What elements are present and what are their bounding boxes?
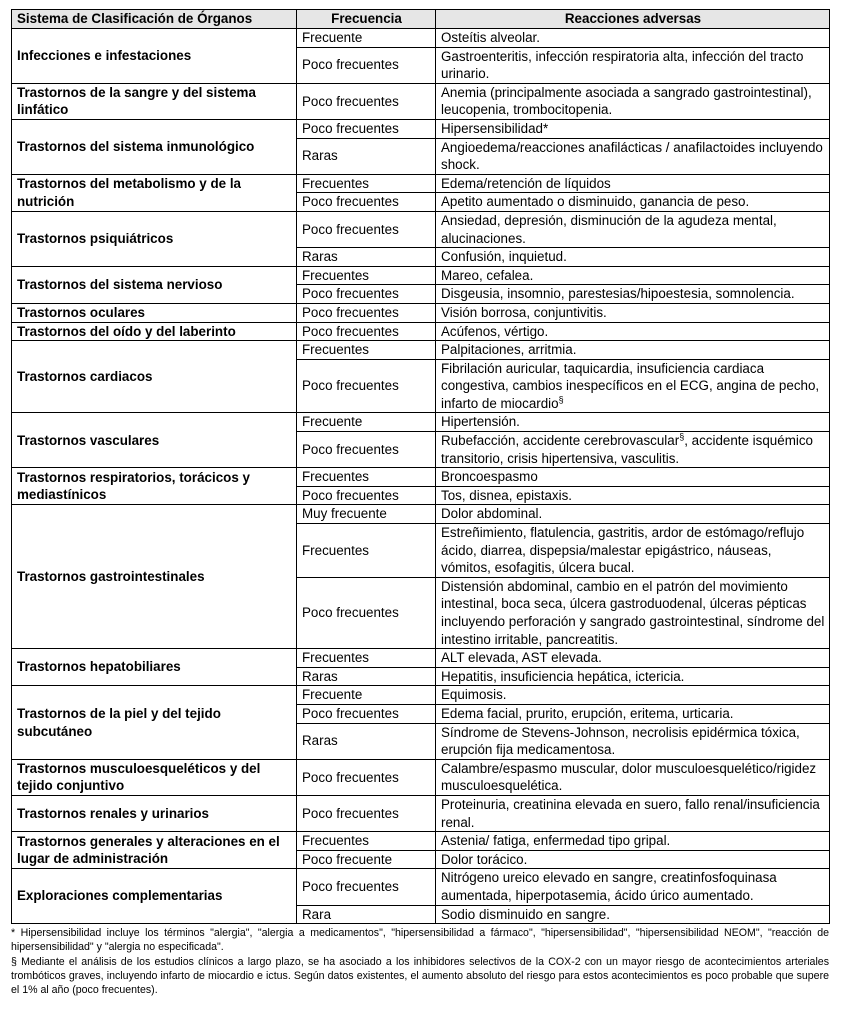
frequency-cell: Poco frecuentes — [297, 359, 436, 413]
frequency-cell: Frecuentes — [297, 832, 436, 851]
table-row — [12, 686, 830, 705]
table-row — [12, 759, 830, 795]
soc-cell: Infecciones e infestaciones — [12, 29, 297, 84]
reaction-cell: Sodio disminuido en sangre. — [436, 905, 830, 924]
frequency-cell: Frecuentes — [297, 341, 436, 360]
reaction-cell: Tos, disnea, epistaxis. — [436, 486, 830, 505]
footnotes — [11, 926, 829, 997]
document-page — [11, 9, 829, 997]
table-row — [12, 119, 830, 138]
reaction-cell: ALT elevada, AST elevada. — [436, 649, 830, 668]
footnote-marker: § — [558, 394, 564, 405]
reaction-cell: Hipersensibilidad* — [436, 119, 830, 138]
table-row — [12, 649, 830, 668]
table-row — [12, 322, 830, 341]
header-reactions: Reacciones adversas — [436, 10, 830, 29]
soc-cell: Trastornos respiratorios, torácicos y mediastínicos — [12, 468, 297, 505]
soc-cell: Trastornos oculares — [12, 303, 297, 322]
reaction-cell: Distensión abdominal, cambio en el patrón del movimiento intestinal, boca seca, úlcera gastroduodenal, úlceras pépticas incluyendo perforación y sangrado gastrointestinal, síndrome del intestino irritable, pancreatitis. — [436, 577, 830, 648]
table-row — [12, 266, 830, 285]
frequency-cell: Poco frecuentes — [297, 704, 436, 723]
soc-cell: Trastornos gastrointestinales — [12, 505, 297, 649]
table-row — [12, 211, 830, 247]
reaction-cell: Visión borrosa, conjuntivitis. — [436, 303, 830, 322]
reaction-cell: Equimosis. — [436, 686, 830, 705]
footnote-hypersensitivity: * Hipersensibilidad incluye los términos "alergia", "alergia a medicamentos", "hipersensibilidad a fármaco", "hipersensibilidad", "hipersensibilidad NEOM", "reacción de hipersensibilidad" y "alergia no especificada". — [11, 927, 829, 954]
frequency-cell: Frecuentes — [297, 524, 436, 578]
reaction-cell: Rubefacción, accidente cerebrovascular§, accidente isquémico transitorio, crisis hipertensiva, vasculitis. — [436, 432, 830, 468]
frequency-cell: Muy frecuente — [297, 505, 436, 524]
reaction-cell: Confusión, inquietud. — [436, 248, 830, 267]
reaction-cell: Apetito aumentado o disminuido, ganancia de peso. — [436, 193, 830, 212]
adverse-reactions-table — [11, 9, 830, 924]
reaction-cell: Síndrome de Stevens-Johnson, necrolisis epidérmica tóxica, erupción fija medicamentosa. — [436, 723, 830, 759]
reaction-cell: Edema facial, prurito, erupción, eritema, urticaria. — [436, 704, 830, 723]
soc-cell: Trastornos del sistema inmunológico — [12, 119, 297, 174]
reaction-cell: Angioedema/reacciones anafilácticas / anafilactoides incluyendo shock. — [436, 138, 830, 174]
table-row — [12, 468, 830, 487]
header-soc: Sistema de Clasificación de Órganos — [12, 10, 297, 29]
table-row — [12, 174, 830, 193]
table-row — [12, 505, 830, 524]
frequency-cell: Frecuentes — [297, 649, 436, 668]
frequency-cell: Poco frecuentes — [297, 432, 436, 468]
frequency-cell: Poco frecuentes — [297, 577, 436, 648]
soc-cell: Trastornos cardiacos — [12, 341, 297, 413]
soc-cell: Trastornos generales y alteraciones en el lugar de administración — [12, 832, 297, 869]
footnote-cox2: § Mediante el análisis de los estudios clínicos a largo plazo, se ha asociado a los inhibidores selectivos de la COX-2 con un mayor riesgo de acontecimientos arteriales trombóticos graves, incluyendo infarto de miocardio e ictus. Según datos existentes, el aumento absoluto del riesgo para estos acontecimientos es poco probable que supere el 1% al año (poco frecuentes). — [11, 955, 829, 996]
frequency-cell: Poco frecuentes — [297, 486, 436, 505]
reaction-cell: Fibrilación auricular, taquicardia, insuficiencia cardiaca congestiva, cambios inespecíficos en el ECG, angina de pecho, infarto de miocardio§ — [436, 359, 830, 413]
reaction-cell: Astenia/ fatiga, enfermedad tipo gripal. — [436, 832, 830, 851]
soc-cell: Trastornos psiquiátricos — [12, 211, 297, 266]
reaction-cell: Hipertensión. — [436, 413, 830, 432]
soc-cell: Trastornos de la sangre y del sistema linfático — [12, 83, 297, 119]
frequency-cell: Frecuentes — [297, 174, 436, 193]
reaction-cell: Disgeusia, insomnio, parestesias/hipoestesia, somnolencia. — [436, 285, 830, 304]
soc-cell: Exploraciones complementarias — [12, 869, 297, 924]
soc-cell: Trastornos renales y urinarios — [12, 795, 297, 831]
reaction-cell: Dolor torácico. — [436, 850, 830, 869]
table-row — [12, 303, 830, 322]
frequency-cell: Raras — [297, 138, 436, 174]
frequency-cell: Frecuentes — [297, 266, 436, 285]
frequency-cell: Poco frecuentes — [297, 211, 436, 247]
table-row — [12, 795, 830, 831]
footnote-marker: § — [679, 431, 685, 442]
frequency-cell: Raras — [297, 667, 436, 686]
table-row — [12, 83, 830, 119]
reaction-cell: Edema/retención de líquidos — [436, 174, 830, 193]
reaction-cell: Broncoespasmo — [436, 468, 830, 487]
frequency-cell: Poco frecuentes — [297, 303, 436, 322]
table-header-row — [12, 10, 830, 29]
reaction-cell: Osteítis alveolar. — [436, 29, 830, 48]
table-body — [12, 29, 830, 924]
soc-cell: Trastornos hepatobiliares — [12, 649, 297, 686]
frequency-cell: Frecuente — [297, 413, 436, 432]
reaction-cell: Mareo, cefalea. — [436, 266, 830, 285]
soc-cell: Trastornos de la piel y del tejido subcutáneo — [12, 686, 297, 759]
soc-cell: Trastornos musculoesqueléticos y del tejido conjuntivo — [12, 759, 297, 795]
frequency-cell: Frecuente — [297, 686, 436, 705]
reaction-cell: Gastroenteritis, infección respiratoria alta, infección del tracto urinario. — [436, 47, 830, 83]
soc-cell: Trastornos del oído y del laberinto — [12, 322, 297, 341]
reaction-cell: Hepatitis, insuficiencia hepática, ictericia. — [436, 667, 830, 686]
frequency-cell: Poco frecuentes — [297, 795, 436, 831]
frequency-cell: Poco frecuentes — [297, 193, 436, 212]
table-row — [12, 869, 830, 905]
frequency-cell: Raras — [297, 723, 436, 759]
table-row — [12, 832, 830, 851]
soc-cell: Trastornos del metabolismo y de la nutrición — [12, 174, 297, 211]
soc-cell: Trastornos vasculares — [12, 413, 297, 468]
reaction-cell: Dolor abdominal. — [436, 505, 830, 524]
soc-cell: Trastornos del sistema nervioso — [12, 266, 297, 303]
table-row — [12, 413, 830, 432]
frequency-cell: Poco frecuente — [297, 850, 436, 869]
table-row — [12, 341, 830, 360]
frequency-cell: Poco frecuentes — [297, 83, 436, 119]
frequency-cell: Poco frecuentes — [297, 322, 436, 341]
frequency-cell: Poco frecuentes — [297, 759, 436, 795]
reaction-cell: Palpitaciones, arritmia. — [436, 341, 830, 360]
reaction-cell: Anemia (principalmente asociada a sangrado gastrointestinal), leucopenia, trombocitopenia. — [436, 83, 830, 119]
reaction-cell: Calambre/espasmo muscular, dolor musculoesquelético/rigidez musculoesquelética. — [436, 759, 830, 795]
table-row — [12, 29, 830, 48]
frequency-cell: Frecuente — [297, 29, 436, 48]
frequency-cell: Raras — [297, 248, 436, 267]
header-frequency: Frecuencia — [297, 10, 436, 29]
frequency-cell: Poco frecuentes — [297, 47, 436, 83]
frequency-cell: Frecuentes — [297, 468, 436, 487]
reaction-cell: Acúfenos, vértigo. — [436, 322, 830, 341]
reaction-cell: Proteinuria, creatinina elevada en suero, fallo renal/insuficiencia renal. — [436, 795, 830, 831]
reaction-cell: Nitrógeno ureico elevado en sangre, creatinfosfoquinasa aumentada, hiperpotasemia, ácido úrico aumentado. — [436, 869, 830, 905]
frequency-cell: Poco frecuentes — [297, 285, 436, 304]
frequency-cell: Poco frecuentes — [297, 869, 436, 905]
reaction-cell: Estreñimiento, flatulencia, gastritis, ardor de estómago/reflujo ácido, diarrea, dispepsia/malestar epigástrico, náuseas, vómitos, esofagitis, úlcera bucal. — [436, 524, 830, 578]
reaction-cell: Ansiedad, depresión, disminución de la agudeza mental, alucinaciones. — [436, 211, 830, 247]
frequency-cell: Rara — [297, 905, 436, 924]
frequency-cell: Poco frecuentes — [297, 119, 436, 138]
